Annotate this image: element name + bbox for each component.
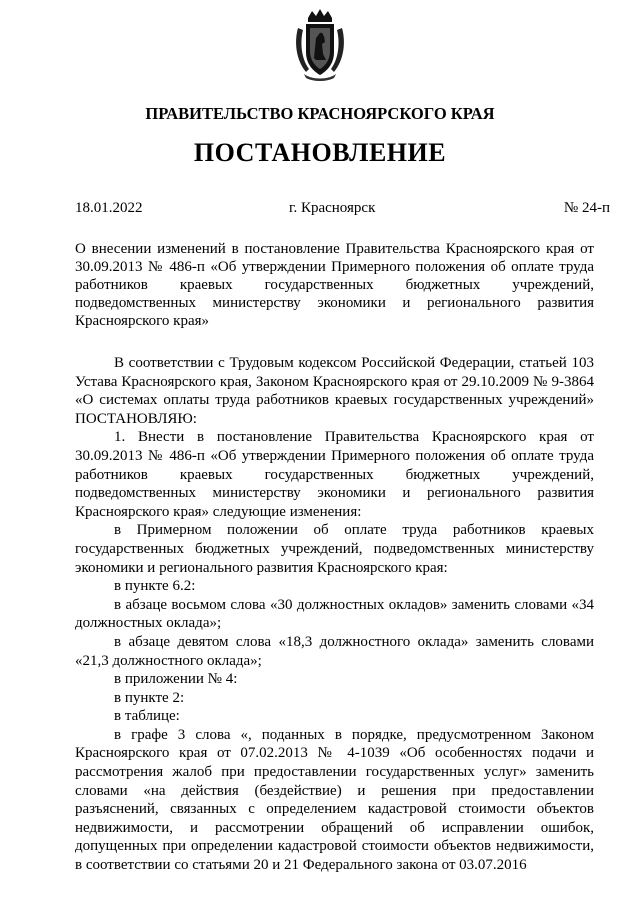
document-city: г. Красноярск <box>289 200 376 216</box>
document-body <box>75 354 594 875</box>
body-paragraph: В соответствии с Трудовым кодексом Российской Федерации, статьей 103 Устава Красноярского края, Законом Красноярского края от 29.10.2009 № 9-3864 «О системах оплаты труда работников краевых государственных учреждений» ПОСТАНОВЛЯЮ: <box>75 355 594 427</box>
body-paragraph: 1. Внести в постановление Правительства Красноярского края от 30.09.2013 № 486-п «Об утверждении Примерного положения об оплате труда работников краевых государственных бюджетных учреждений, подведомственных министерству экономики и регионального развития Красноярского края» следующие изменения: <box>75 429 594 520</box>
document-type-title: ПОСТАНОВЛЕНИЕ <box>193 138 447 167</box>
body-paragraph: в таблице: <box>114 708 180 725</box>
body-paragraph: в пункте 2: <box>114 689 185 706</box>
krasnoyarsk-coat-of-arms-icon <box>294 8 346 82</box>
document-date: 18.01.2022 <box>75 200 143 216</box>
body-paragraph: в Примерном положении об оплате труда работников краевых государственных бюджетных учреждений, подведомственных министерству экономики и регионального развития Красноярского края: <box>75 522 594 576</box>
body-paragraph: в пункте 6.2: <box>114 578 196 595</box>
document-subject: О внесении изменений в постановление Правительства Красноярского края от 30.09.2013 № 486-п «Об утверждении Примерного положения об оплате труда работников краевых государственных бюджетных учреждений, подведомственных министерству экономики и регионального развития Красноярского края» <box>75 241 594 329</box>
body-paragraph: в абзаце восьмом слова «30 должностных окладов» заменить словами «34 должностных оклада»; <box>75 596 594 632</box>
body-paragraph: в графе 3 слова «, поданных в порядке, предусмотренном Законом Красноярского края от 07.02.2013 № 4-1039 «Об особенностях подачи и рассмотрения жалоб при предоставлении государственных услуг» заменить словами «на действия (бездействие) и решения при предоставлении разъяснений, связанных с определением кадастровой стоимости объектов недвижимости, и рассмотрении обращений об исправлении ошибок, допущенных при определении кадастровой стоимости объектов недвижимости, в соответствии со статьями 20 и 21 Федерального закона от 03.07.2016 <box>75 726 594 874</box>
body-paragraph: в абзаце девятом слова «18,3 должностного оклада» заменить словами «21,3 должностного оклада»; <box>75 633 594 669</box>
document-number: № 24-п <box>563 200 610 216</box>
government-title: ПРАВИТЕЛЬСТВО КРАСНОЯРСКОГО КРАЯ <box>145 104 495 123</box>
document-meta-row <box>75 200 610 220</box>
body-paragraph: в приложении № 4: <box>114 671 238 688</box>
